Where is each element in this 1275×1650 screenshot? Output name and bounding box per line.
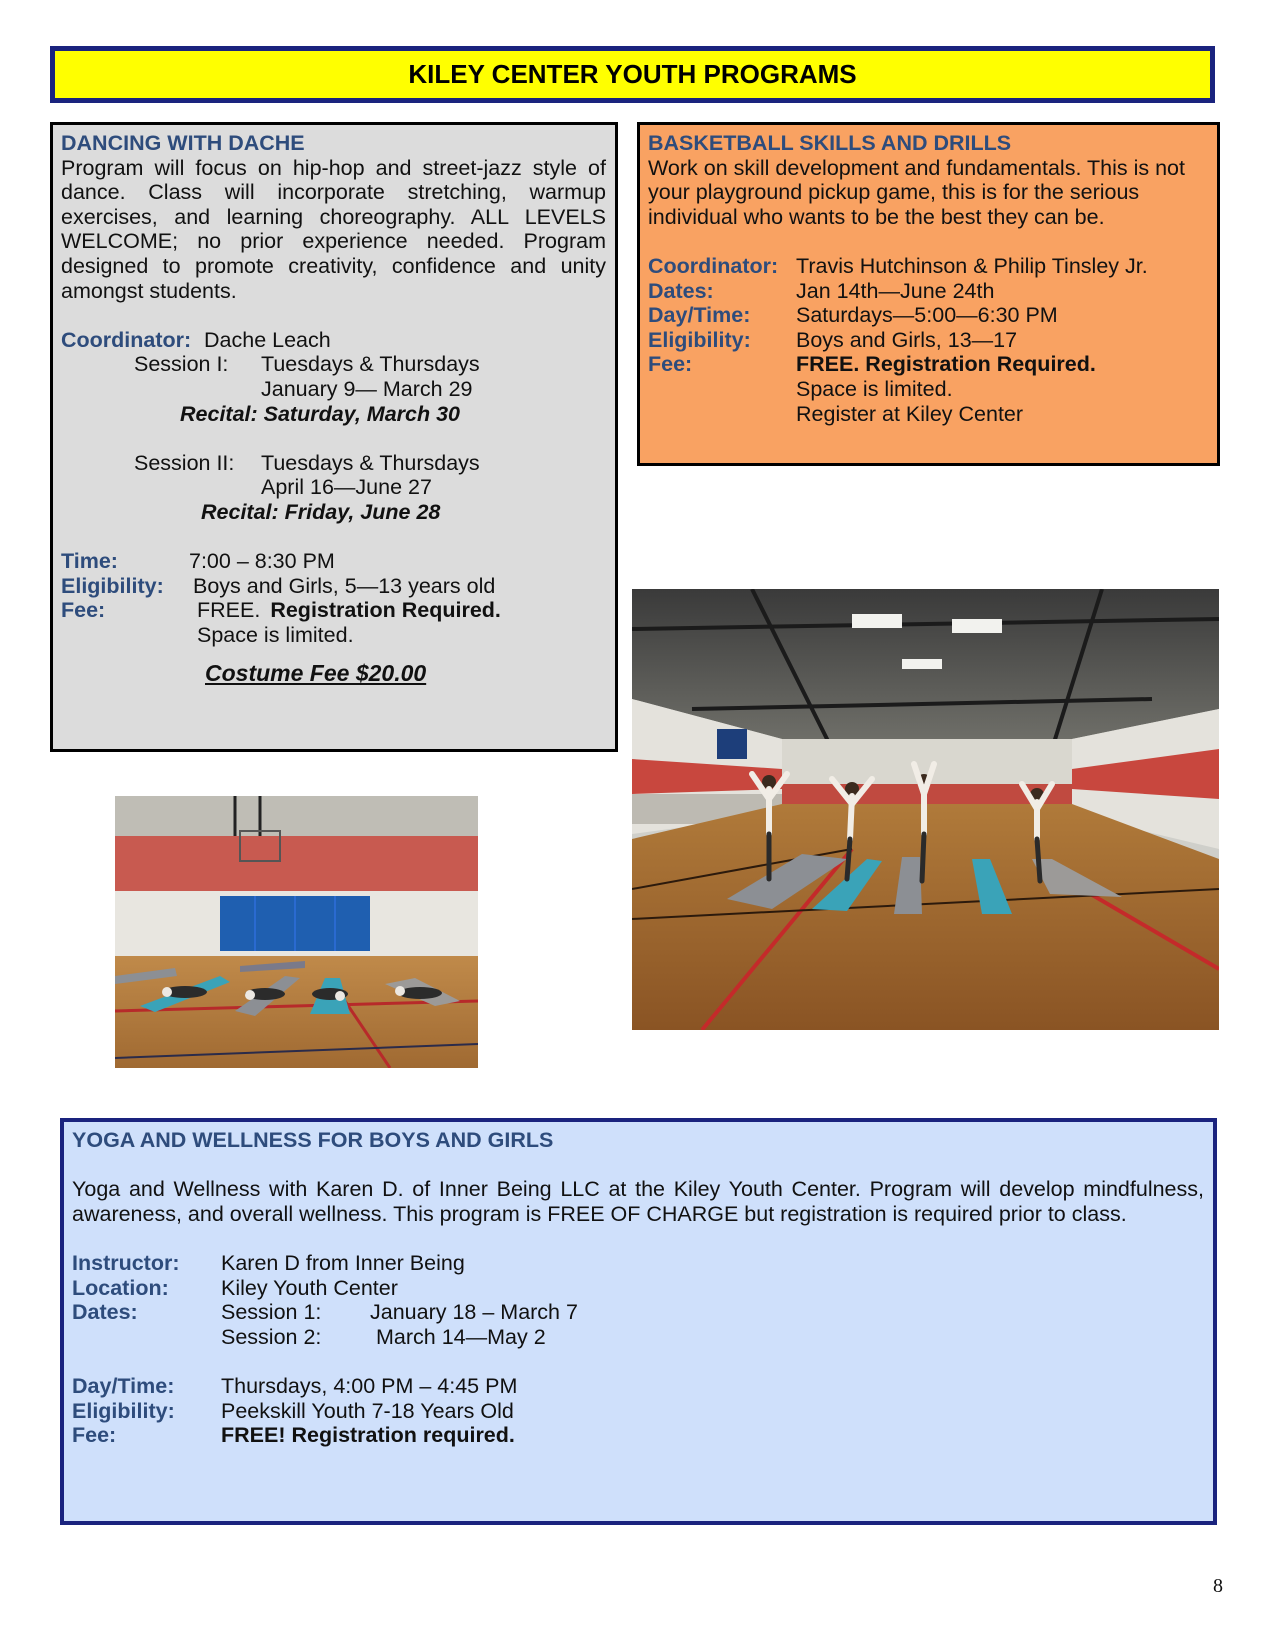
dance-session2-days: Tuesdays & Thursdays <box>261 450 480 475</box>
basketball-heading: BASKETBALL SKILLS AND DRILLS <box>648 131 1012 155</box>
basketball-program-box <box>637 122 1220 466</box>
dance-coordinator-label: Coordinator: <box>61 327 192 352</box>
dance-session1-dates: January 9— March 29 <box>261 376 473 401</box>
yoga-daytime-label: Day/Time: <box>72 1373 175 1398</box>
yoga-daytime: Thursdays, 4:00 PM – 4:45 PM <box>221 1373 518 1398</box>
yoga-program-box <box>60 1118 1217 1525</box>
dance-time-label: Time: <box>61 549 118 574</box>
yoga-fee-label: Fee: <box>72 1423 117 1448</box>
yoga-instructor-label: Instructor: <box>72 1250 180 1275</box>
yoga-location: Kiley Youth Center <box>221 1275 398 1300</box>
basketball-eligibility-label: Eligibility: <box>648 327 751 352</box>
basketball-dates-label: Dates: <box>648 278 714 303</box>
yoga-location-label: Location: <box>72 1275 169 1300</box>
basketball-gym-yoga-photo <box>632 589 1219 1030</box>
dance-session1-days: Tuesdays & Thursdays <box>261 352 480 377</box>
basketball-dates: Jan 14th—June 24th <box>796 278 995 303</box>
yoga-session2-dates: March 14—May 2 <box>376 1324 546 1349</box>
dance-program-box <box>50 122 618 752</box>
yoga-fee: FREE! Registration required. <box>221 1423 515 1448</box>
dance-fee-registration: Registration Required. <box>270 598 501 623</box>
dance-session1-recital: Recital: Saturday, March 30 <box>180 401 461 426</box>
yoga-session1-dates: January 18 – March 7 <box>370 1300 578 1325</box>
yoga-heading: YOGA AND WELLNESS FOR BOYS AND GIRLS <box>72 1128 554 1152</box>
dance-fee-space: Space is limited. <box>197 622 354 647</box>
dance-session1-label: Session I: <box>134 352 229 377</box>
dance-session2-dates: April 16—June 27 <box>261 475 432 500</box>
basketball-description: Work on skill development and fundamentals. This is not your playground pickup game, this is for the serious individual who wants to be the best they can be. <box>648 155 1185 229</box>
dance-eligibility-label: Eligibility: <box>61 573 164 598</box>
yoga-eligibility: Peekskill Youth 7-18 Years Old <box>221 1398 514 1423</box>
basketball-eligibility: Boys and Girls, 13—17 <box>796 327 1018 352</box>
yoga-session2-label: Session 2: <box>221 1324 322 1349</box>
yoga-dates-label: Dates: <box>72 1300 138 1325</box>
page-title: KILEY CENTER YOUTH PROGRAMS <box>50 46 1215 103</box>
dance-eligibility: Boys and Girls, 5—13 years old <box>193 573 496 598</box>
dance-time: 7:00 – 8:30 PM <box>189 549 335 574</box>
dance-coordinator: Dache Leach <box>204 327 331 352</box>
yoga-instructor: Karen D from Inner Being <box>221 1250 465 1275</box>
yoga-description: Yoga and Wellness with Karen D. of Inner Being LLC at the Kiley Youth Center. Program will develop mindfulness, awareness, and overall wellness. This program is FREE OF CHARGE but registration is required prior to class. <box>72 1177 1204 1226</box>
basketball-coordinator-label: Coordinator: <box>648 253 779 278</box>
basketball-coordinator: Travis Hutchinson & Philip Tinsley Jr. <box>796 253 1148 278</box>
basketball-fee: FREE. Registration Required. <box>796 352 1096 377</box>
dance-fee-free: FREE. <box>197 598 261 623</box>
yoga-session1-label: Session 1: <box>221 1300 322 1325</box>
dance-description: Program will focus on hip-hop and street-jazz style of dance. Class will incorporate stretching, warmup exercises, and learning choreography. ALL LEVELS WELCOME; no prior experience needed. Program designed to promote creativity, confidence and unity amongst students. <box>61 155 606 303</box>
basketball-daytime: Saturdays—5:00—6:30 PM <box>796 303 1058 328</box>
dance-costume-fee: Costume Fee $20.00 <box>205 660 427 687</box>
yoga-eligibility-label: Eligibility: <box>72 1398 175 1423</box>
page-number: 8 <box>1213 1575 1223 1597</box>
floor-yoga-photo <box>115 796 478 1068</box>
basketball-daytime-label: Day/Time: <box>648 303 751 328</box>
basketball-fee-register: Register at Kiley Center <box>796 401 1024 426</box>
basketball-fee-label: Fee: <box>648 352 693 377</box>
basketball-fee-space: Space is limited. <box>796 376 953 401</box>
dance-fee-label: Fee: <box>61 598 106 623</box>
dance-heading: DANCING WITH DACHE <box>61 131 305 155</box>
dance-session2-label: Session II: <box>134 450 235 475</box>
dance-session2-recital: Recital: Friday, June 28 <box>201 499 441 524</box>
